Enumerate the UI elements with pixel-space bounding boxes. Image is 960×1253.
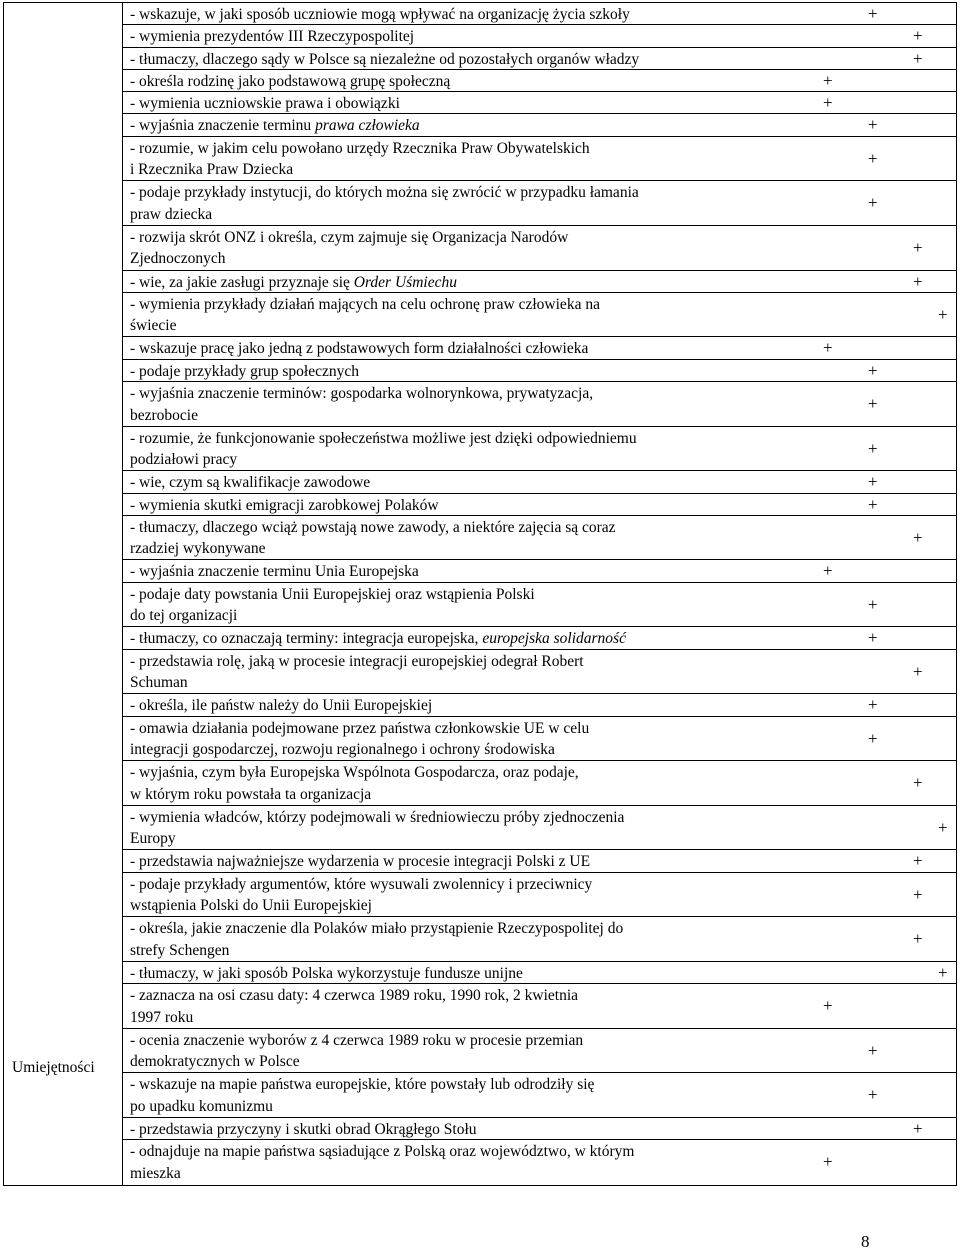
skill-text: - wyjaśnia znaczenie terminów: gospodarka wolnorynkowa, prywatyzacja, bezrobocie — [130, 385, 594, 424]
table-row — [123, 984, 956, 1029]
skill-text: - wie, czym są kwalifikacje zawodowe — [130, 474, 371, 492]
skill-text: - określa, jakie znaczenie dla Polaków miało przystąpienie Rzeczypospolitej do strefy Schengen — [130, 920, 624, 959]
table-row — [123, 1073, 956, 1118]
plus-mark: + — [913, 237, 923, 257]
skill-text: - przedstawia przyczyny i skutki obrad Okrągłego Stołu — [130, 1120, 477, 1138]
skill-text: - tłumaczy, dlaczego wciąż powstają nowe zawody, a niektóre zajęcia są coraz rzadziej wykonywane — [130, 518, 616, 558]
table-row — [123, 560, 956, 582]
skills-rows — [123, 3, 956, 1185]
skill-text — [130, 272, 770, 294]
table-row — [123, 181, 956, 226]
plus-mark: + — [823, 93, 833, 113]
plus-mark: + — [868, 1040, 878, 1060]
skill-text — [130, 115, 770, 137]
skill-text: - wymienia przykłady działań mających na celu ochronę praw człowieka na świecie — [130, 295, 600, 335]
plus-mark: + — [868, 4, 878, 23]
skill-text: - przedstawia najważniejsze wydarzenia w procesie integracji Polski z UE — [130, 853, 591, 871]
skill-text: - tłumaczy, w jaki sposób Polska wykorzystuje fundusze unijne — [130, 964, 523, 982]
skill-text: - wyjaśnia znaczenie terminu Unia Europejska — [130, 563, 419, 581]
plus-mark: + — [913, 773, 923, 793]
plus-mark: + — [868, 494, 878, 514]
skill-text: - wskazuje pracę jako jedną z podstawowych form działalności człowieka — [130, 340, 589, 358]
page-number: 8 — [861, 1232, 870, 1251]
skill-text: - odnajduje na mapie państwa sąsiadujące z Polską oraz województwo, w którym mieszka — [130, 1143, 635, 1182]
table-row — [123, 650, 956, 695]
skill-text: - wyjaśnia, czym była Europejska Wspólnota Gospodarcza, oraz podaje, w którym roku powstała ta organizacja — [130, 764, 579, 803]
plus-mark: + — [868, 472, 878, 492]
plus-mark: + — [913, 661, 923, 681]
plus-mark: + — [938, 962, 948, 982]
table-row — [123, 1029, 956, 1074]
plus-mark: + — [913, 527, 923, 547]
plus-mark: + — [823, 1152, 833, 1172]
table-row — [123, 48, 956, 70]
skill-term-italic: prawa człowieka — [315, 117, 420, 135]
table-row — [123, 717, 956, 762]
plus-mark: + — [868, 695, 878, 715]
plus-mark: + — [938, 304, 948, 324]
skill-text: - podaje daty powstania Unii Europejskiej oraz wstąpienia Polski do tej organizacji — [130, 585, 535, 625]
plus-mark: + — [868, 1085, 878, 1105]
skill-text: - rozwija skrót ONZ i określa, czym zajmuje się Organizacja Narodów Zjednoczonych — [130, 228, 569, 268]
plus-mark: + — [868, 628, 878, 648]
plus-mark: + — [938, 817, 948, 837]
plus-mark: + — [868, 438, 878, 458]
table-row — [123, 471, 956, 493]
skill-text: - wymienia skutki emigracji zarobkowej Polaków — [130, 496, 439, 514]
category-label: Umiejętności — [12, 1058, 95, 1076]
skill-term-italic: Order Uśmiechu — [353, 273, 457, 291]
table-row — [123, 226, 956, 271]
plus-mark: + — [823, 70, 833, 90]
plus-mark: + — [868, 360, 878, 380]
plus-mark: + — [868, 594, 878, 614]
skill-text-part: - wyjaśnia znaczenie terminu — [130, 117, 316, 135]
skill-text: - tłumaczy, dlaczego sądy w Polsce są niezależne od pozostałych organów władzy — [130, 50, 640, 68]
table-row — [123, 873, 956, 918]
table-row — [123, 761, 956, 806]
table-row — [123, 917, 956, 962]
plus-mark: + — [823, 996, 833, 1016]
plus-mark: + — [868, 115, 878, 135]
table-row — [123, 382, 956, 427]
table-row — [123, 360, 956, 382]
skill-text: - wskazuje, w jaki sposób uczniowie mogą wpływać na organizację życia szkoły — [130, 6, 630, 23]
plus-mark: + — [823, 338, 833, 358]
table-row — [123, 92, 956, 114]
table-row — [123, 427, 956, 472]
skill-text-part: - wie, za jakie zasługi przyznaje się — [130, 273, 354, 291]
plus-mark: + — [913, 271, 923, 291]
table-row — [123, 114, 956, 136]
table-row — [123, 70, 956, 92]
skill-text: - podaje przykłady argumentów, które wysuwali zwolennicy i przeciwnicy wstąpienia Polski do Unii Europejskiej — [130, 875, 593, 915]
table-row — [123, 337, 956, 359]
table-row — [123, 137, 956, 182]
table-row — [123, 583, 956, 628]
skill-text: - omawia działania podejmowane przez państwa członkowskie UE w celu integracji gospodarczej, rozwoju regionalnego i ochrony środowiska — [130, 719, 590, 758]
skill-text: - rozumie, w jakim celu powołano urzędy Rzecznika Praw Obywatelskich i Rzecznika Praw Dziecka — [130, 139, 590, 179]
table-row — [123, 1140, 956, 1185]
table-row — [123, 25, 956, 47]
skill-text: - ocenia znaczenie wyborów z 4 czerwca 1989 roku w procesie przemian demokratycznych w Polsce — [130, 1031, 584, 1071]
skill-text: - rozumie, że funkcjonowanie społeczeństwa możliwe jest dzięki odpowiedniemu podziałowi pracy — [130, 429, 637, 469]
plus-mark: + — [868, 148, 878, 168]
table-row — [123, 516, 956, 561]
skill-text: - wskazuje na mapie państwa europejskie, które powstały lub odrodziły się po upadku komunizmu — [130, 1076, 595, 1115]
table-row — [123, 627, 956, 649]
plus-mark: + — [868, 394, 878, 414]
skill-text: - podaje przykłady instytucji, do których można się zwrócić w przypadku łamania praw dziecka — [130, 184, 639, 223]
skill-text — [130, 628, 770, 650]
skill-text: - przedstawia rolę, jaką w procesie integracji europejskiej odegrał Robert Schuman — [130, 652, 584, 692]
plus-mark: + — [868, 193, 878, 213]
skill-text: - wymienia prezydentów III Rzeczypospolitej — [130, 28, 415, 46]
plus-mark: + — [913, 851, 923, 871]
skills-list-cell — [123, 3, 957, 1186]
skill-text: - określa, ile państw należy do Unii Europejskiej — [130, 697, 433, 715]
skill-text: - zaznacza na osi czasu daty: 4 czerwca 1989 roku, 1990 rok, 2 kwietnia 1997 roku — [130, 987, 579, 1026]
skill-text: - podaje przykłady grup społecznych — [130, 362, 359, 380]
table-row — [123, 1118, 956, 1140]
table-row — [123, 293, 956, 338]
plus-mark: + — [823, 561, 833, 581]
skill-text: - wymienia uczniowskie prawa i obowiązki — [130, 95, 400, 113]
plus-mark: + — [913, 929, 923, 949]
category-cell — [4, 3, 123, 1186]
skill-text: - wymienia władców, którzy podejmowali w średniowieczu próby zjednoczenia Europy — [130, 808, 625, 848]
table-row — [123, 271, 956, 293]
table-row — [123, 962, 956, 984]
plus-mark: + — [868, 728, 878, 748]
table-row — [123, 3, 956, 25]
skills-table — [3, 2, 957, 1186]
skill-text-part: - tłumaczy, co oznaczają terminy: integracja europejska, — [130, 630, 483, 648]
skill-term-italic: europejska solidarność — [482, 630, 626, 648]
plus-mark: + — [913, 26, 923, 46]
plus-mark: + — [913, 884, 923, 904]
table-row — [123, 850, 956, 872]
table-row — [123, 806, 956, 851]
skill-text: - określa rodzinę jako podstawową grupę społeczną — [130, 72, 451, 90]
plus-mark: + — [913, 48, 923, 68]
table-row — [123, 494, 956, 516]
table-row — [123, 694, 956, 716]
plus-mark: + — [913, 1118, 923, 1138]
